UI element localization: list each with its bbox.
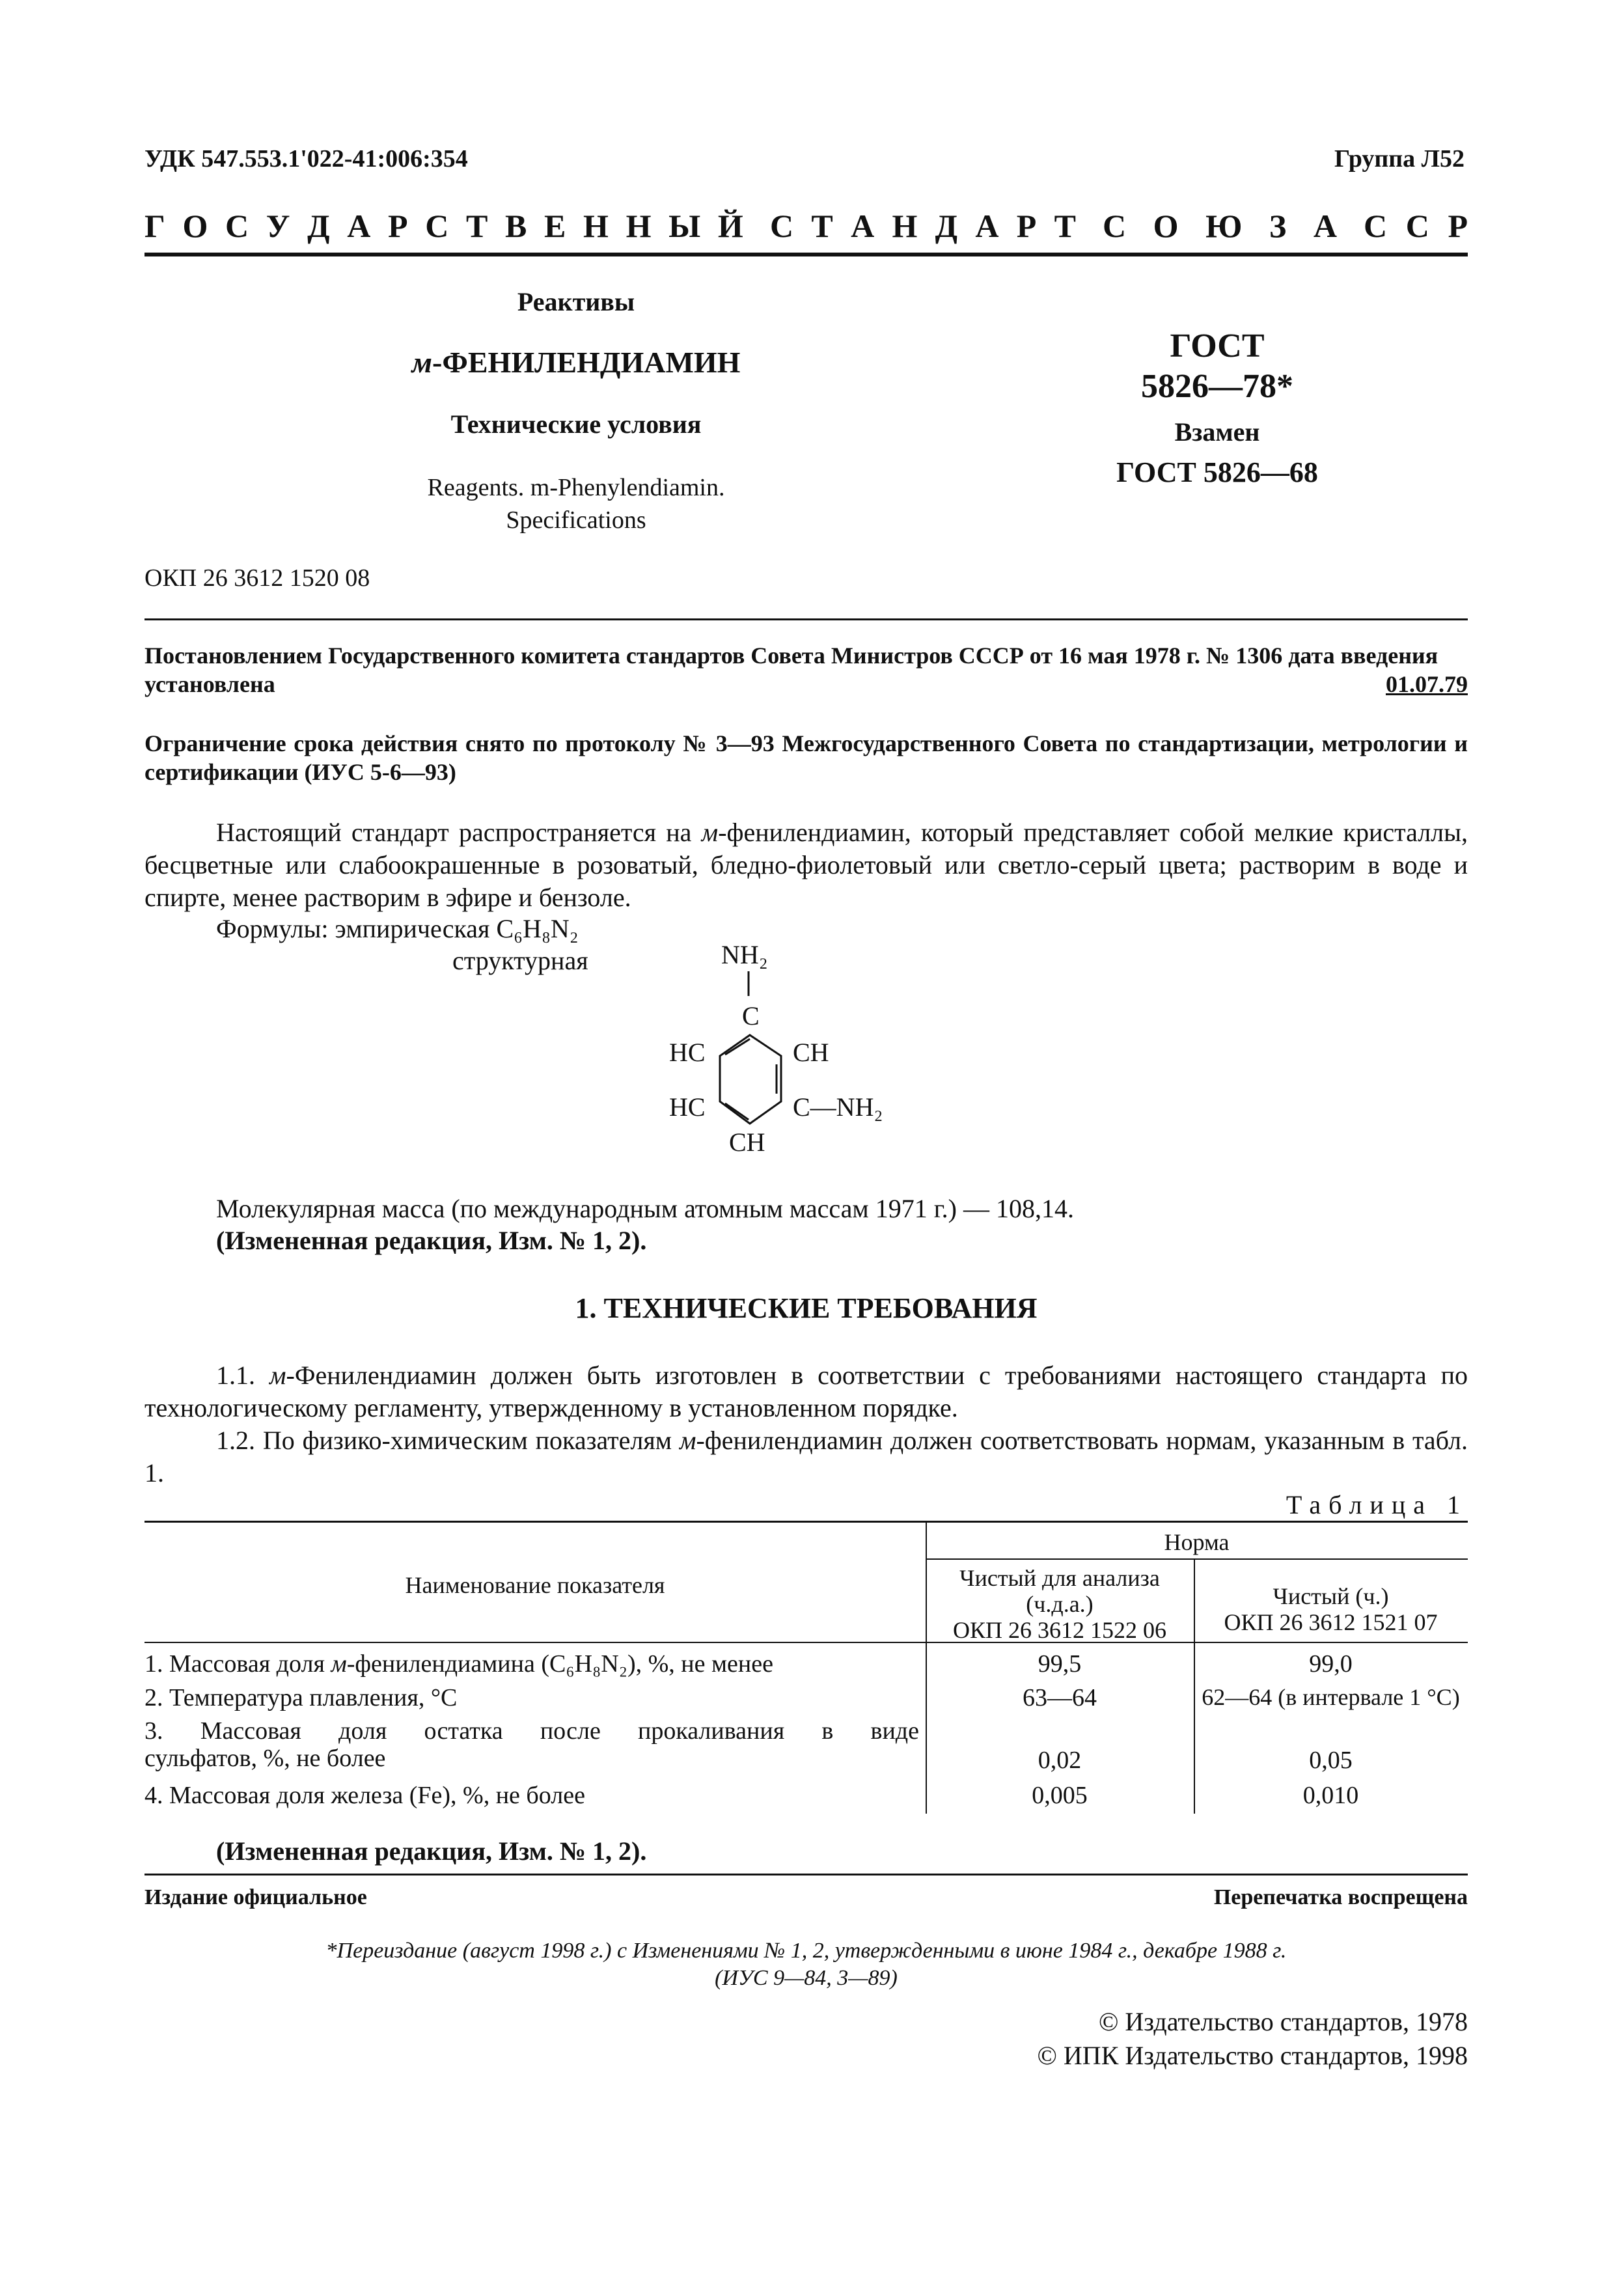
banner-word [770, 207, 1076, 245]
banner-letter: О [182, 208, 208, 244]
banner-letter: Д [307, 208, 330, 244]
table-cell-ch: 0,010 [1302, 1782, 1359, 1809]
banner-letter: А [975, 208, 999, 244]
banner-letter: З [1269, 208, 1287, 244]
reissue-note: *Переиздание (август 1998 г.) с Изменениями № 1, 2, утвержденными в июне 1984 г., декабре 1988 г. (ИУС 9—84, 3—89) [325, 1939, 1287, 1990]
benzene-ring [720, 971, 781, 1124]
banner-letter: Т [811, 208, 833, 244]
table-caption: Таблица 1 [1286, 1490, 1468, 1519]
formula-hc-lower: HC [669, 1092, 706, 1122]
table-top-rule [145, 1521, 1468, 1523]
banner-letter: А [347, 208, 371, 244]
banner-letter: С [225, 208, 249, 244]
banner-letter: С [1103, 208, 1127, 244]
formula-c-nh2: C—NH₂ [793, 1092, 883, 1122]
banner-letter: В [504, 208, 527, 244]
banner-letter: Р [387, 208, 408, 244]
table-row-name: 2. Температура плавления, °С [145, 1684, 458, 1711]
col-norm-header: Норма [1164, 1529, 1230, 1555]
formula-ch-bottom: CH [729, 1128, 765, 1157]
section-heading: 1. ТЕХНИЧЕСКИЕ ТРЕБОВАНИЯ [575, 1292, 1038, 1324]
header-rule [145, 253, 1468, 256]
structural-formula [644, 931, 950, 1178]
paragraph-1-1: 1.1. м-Фенилендиамин должен быть изготовлен в соответствии с требованиями настоящего стандарта по технологическому регламенту, утвержденному в установленном порядке. [145, 1361, 1468, 1422]
decree-date: 01.07.79 [1386, 671, 1468, 697]
col-name-header: Наименование показателя [405, 1572, 665, 1598]
standard-banner [145, 207, 1468, 245]
document-title: м-ФЕНИЛЕНДИАМИН [411, 346, 741, 379]
official-edition: Издание официальное [145, 1885, 367, 1909]
gost-label: ГОСТ [1170, 327, 1265, 365]
english-title: Reagents. m-Phenylendiamin. Specifications [427, 474, 725, 534]
table-row-name: 1. Массовая доля м-фенилендиамина (C₆H₈N₂), %, не менее [145, 1650, 773, 1678]
banner-letter: У [266, 208, 290, 244]
specification-table [145, 1521, 1468, 1814]
banner-letter: А [1313, 208, 1337, 244]
formula-nh2-top: NH₂ [721, 940, 768, 969]
copyright-1998: © ИПК Издательство стандартов, 1998 [1037, 2041, 1468, 2070]
col-chda-header: Чистый для анализа (ч.д.а.) ОКП 26 3612 1522 06 [952, 1565, 1166, 1643]
banner-word [1364, 207, 1468, 245]
formula-c-top: C [742, 1001, 760, 1031]
banner-letter: Р [1448, 208, 1468, 244]
table-cell-chda: 0,02 [1038, 1747, 1082, 1774]
banner-letter: Р [1016, 208, 1037, 244]
footer-rule [145, 1874, 1468, 1875]
banner-letter: О [1153, 208, 1179, 244]
formula-ch-upper: CH [793, 1038, 829, 1067]
banner-letter: Ы [668, 208, 701, 244]
gost-number: 5826—78* [1141, 368, 1293, 405]
table-cell-chda: 63—64 [1023, 1684, 1097, 1711]
banner-letter: Е [544, 208, 566, 244]
group-code: Группа Л52 [1334, 145, 1465, 173]
banner-word [1103, 207, 1337, 245]
table-row-name: 3. Массовая доля остатка после прокаливания в виде сульфатов, %, не более [145, 1717, 919, 1772]
banner-letter: Г [145, 208, 165, 244]
banner-letter: Д [935, 208, 958, 244]
decree-paragraph: Постановлением Государственного комитета стандартов Совета Министров СССР от 16 мая 1978 г. № 1306 дата введения установлена 01.07.79 [145, 643, 1468, 697]
col-ch-header: Чистый (ч.) ОКП 26 3612 1521 07 [1224, 1583, 1438, 1635]
banner-letter: С [1364, 208, 1388, 244]
banner-word [145, 207, 743, 245]
table-cell-chda: 99,5 [1038, 1650, 1082, 1678]
table-cell-ch: 0,05 [1309, 1747, 1353, 1774]
table-header-rule [145, 1642, 1468, 1643]
paragraph-1-2: 1.2. По физико-химическим показателям м-фенилендиамин должен соответствовать нормам, указанным в табл. 1. [145, 1426, 1468, 1487]
table-row-name: 4. Массовая доля железа (Fe), %, не более [145, 1782, 585, 1809]
table-cell-chda: 0,005 [1032, 1782, 1088, 1809]
formula-hc-upper: HC [669, 1038, 706, 1067]
banner-letter: Й [717, 208, 743, 244]
banner-letter: Ю [1205, 208, 1243, 244]
banner-letter: А [851, 208, 875, 244]
structural-label: структурная [452, 946, 588, 975]
banner-letter: С [425, 208, 449, 244]
title-rule [145, 618, 1468, 620]
norm-rule [926, 1558, 1468, 1560]
replaces-label: Взамен [1174, 417, 1260, 447]
banner-letter: Т [465, 208, 488, 244]
table-cell-ch: 99,0 [1309, 1650, 1353, 1678]
reprint-forbidden: Перепечатка воспрещена [1213, 1885, 1468, 1909]
banner-letter: Н [892, 208, 918, 244]
empirical-formula: Формулы: эмпирическая C₆H₈N₂ [216, 914, 579, 943]
replaced-gost: ГОСТ 5826—68 [1116, 456, 1318, 488]
okp-code: ОКП 26 3612 1520 08 [145, 564, 370, 592]
change-note: (Измененная редакция, Изм. № 1, 2). [216, 1836, 647, 1866]
copyright-1978: © Издательство стандартов, 1978 [1098, 2007, 1468, 2036]
banner-letter: Н [626, 208, 652, 244]
limitation-paragraph: Ограничение срока действия снято по протоколу № 3—93 Межгосударственного Совета по стандартизации, метрологии и сертификации (ИУС 5-6—93) [145, 730, 1468, 785]
banner-letter: С [770, 208, 794, 244]
banner-letter: Т [1054, 208, 1076, 244]
change-note: (Измененная редакция, Изм. № 1, 2). [216, 1226, 647, 1255]
intro-paragraph: Настоящий стандарт распространяется на м-фенилендиамин, который представляет собой мелкие кристаллы, бесцветные или слабоокрашенные в розоватый, бледно-фиолетовый или светло-серый цвета; растворим в воде и спирте, менее растворим в эфире и бензоле. [145, 818, 1468, 912]
udk-code: УДК 547.553.1'022-41:006:354 [145, 145, 468, 173]
document-subtitle: Технические условия [450, 409, 702, 439]
molar-mass: Молекулярная масса (по международным атомным массам 1971 г.) — 108,14. [216, 1194, 1074, 1223]
table-cell-ch: 62—64 (в интервале 1 °С) [1202, 1684, 1460, 1710]
banner-letter: С [1405, 208, 1429, 244]
document-category: Реактивы [517, 287, 635, 316]
banner-letter: Н [583, 208, 609, 244]
